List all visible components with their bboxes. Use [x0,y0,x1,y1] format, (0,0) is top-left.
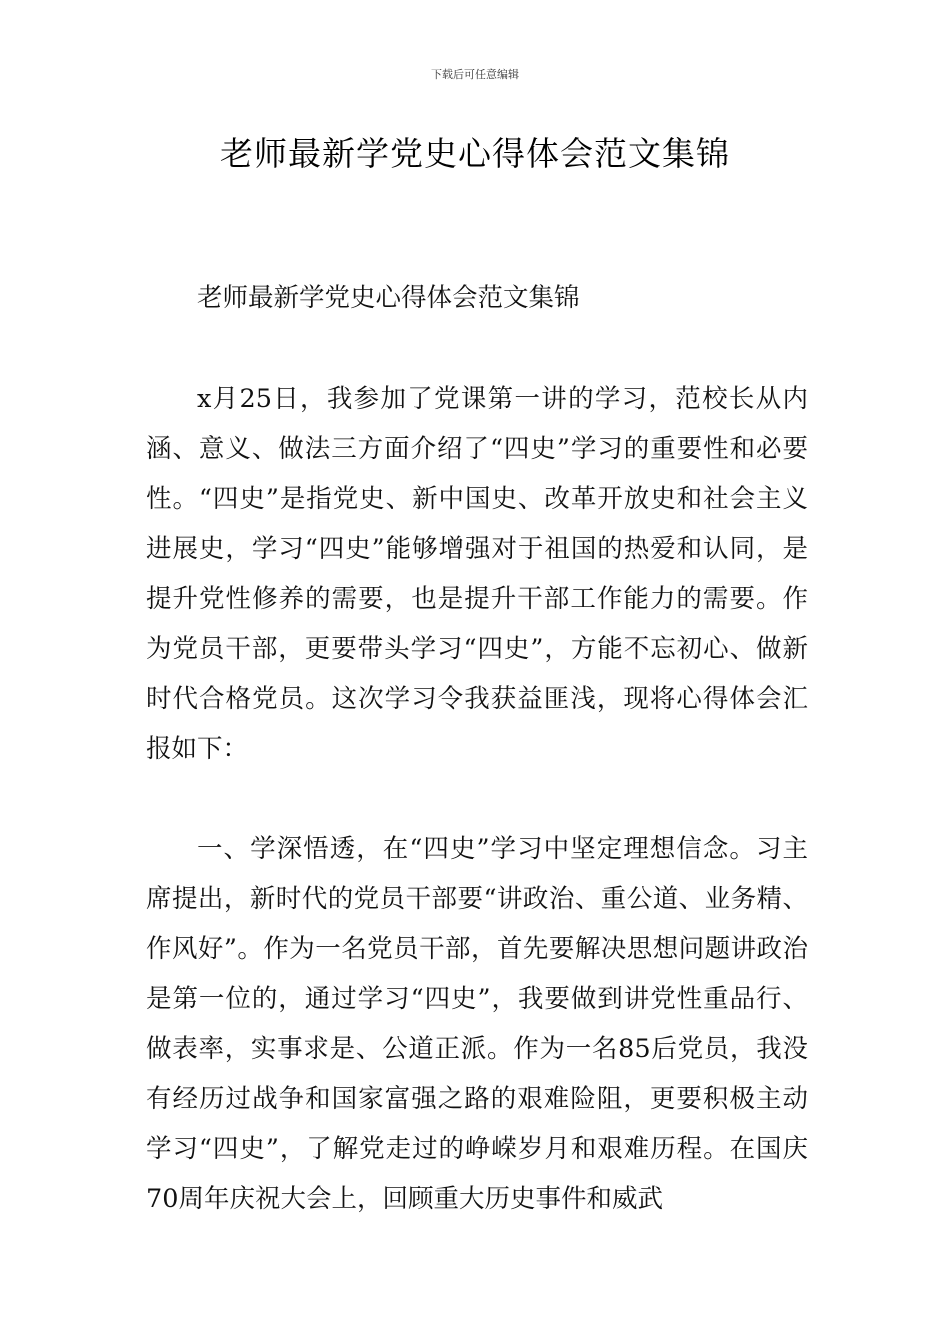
document-subtitle: 老师最新学党史心得体会范文集锦 [197,283,580,313]
header-note: 下载后可任意编辑 [431,68,519,81]
document-title: 老师最新学党史心得体会范文集锦 [220,134,730,173]
paragraph-intro: x月25日，我参加了党课第一讲的学习，范校长从内涵、意义、做法三方面介绍了“四史”学习的重要性和必要性。“四史”是指党史、新中国史、改革开放史和社会主义进展史，学习“四史”能够增强对于祖国的热爱和认同，是提升党性修养的需要，也是提升干部工作能力的需要。作为党员干部，更要带头学习“四史”，方能不忘初心、做新时代合格党员。这次学习令我获益匪浅，现将心得体会汇报如下： [146,384,808,764]
paragraph-section-one: 一、学深悟透，在“四史”学习中坚定理想信念。习主席提出，新时代的党员干部要“讲政治、重公道、业务精、作风好”。作为一名党员干部，首先要解决思想问题讲政治是第一位的，通过学习“四史”，我要做到讲党性重品行、做表率，实事求是、公道正派。作为一名85后党员，我没有经历过战争和国家富强之路的艰难险阻，更要积极主动学习“四史”，了解党走过的峥嵘岁月和艰难历程。在国庆70周年庆祝大会上，回顾重大历史事件和威武 [146,834,808,1214]
